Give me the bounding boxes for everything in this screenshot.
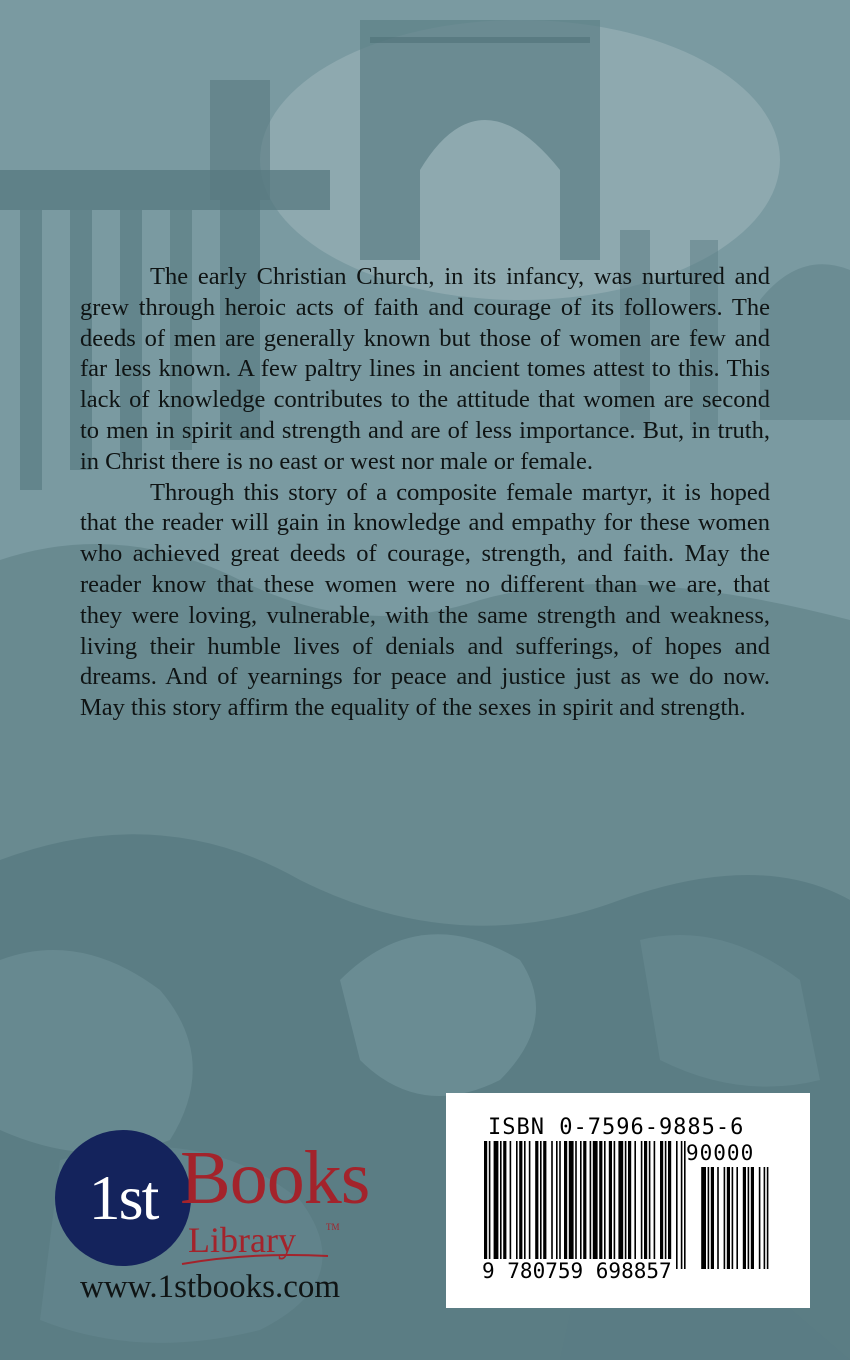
blurb-paragraph-1: The early Christian Church, in its infancy, was nurtured and grew through heroic acts of faith and courage of its followers. The deeds of men are generally known but those of women are few and far less known. A few paltry lines in ancient tomes attest to this. This lack of knowledge contributes to the attitude that women are second to men in spirit and strength and are of less importance. But, in truth, in Christ there is no east or west nor male or female. xyxy=(80,263,770,475)
publisher-logo xyxy=(50,1122,430,1272)
publisher-url: www.1stbooks.com xyxy=(80,1269,341,1305)
logo-1st-text: 1st xyxy=(88,1162,158,1233)
price-addon-code: 90000 xyxy=(686,1141,755,1165)
logo-swoosh-icon xyxy=(180,1250,330,1270)
blurb-paragraph-2: Through this story of a composite female martyr, it is hoped that the reader will gain in knowledge and empathy for these women who achieved great deeds of courage, strength, and faith. May the reader know that these women were no different than we are, that they were loving, vulnerable, with the same strength and weakness, living their humble lives of denials and sufferings, of hopes and dreams. And of yearnings for peace and justice just as we do now. May this story affirm the equality of the sexes in spirit and strength. xyxy=(80,478,770,722)
logo-library-text: Library xyxy=(188,1220,296,1260)
logo-trademark: TM xyxy=(326,1222,340,1232)
logo-books-text: Books xyxy=(180,1136,370,1220)
ean-number: 9 780759 698857 xyxy=(482,1259,672,1283)
isbn-text: ISBN 0-7596-9885-6 xyxy=(488,1115,745,1140)
back-cover-blurb xyxy=(80,262,770,724)
barcode-panel xyxy=(446,1093,810,1308)
